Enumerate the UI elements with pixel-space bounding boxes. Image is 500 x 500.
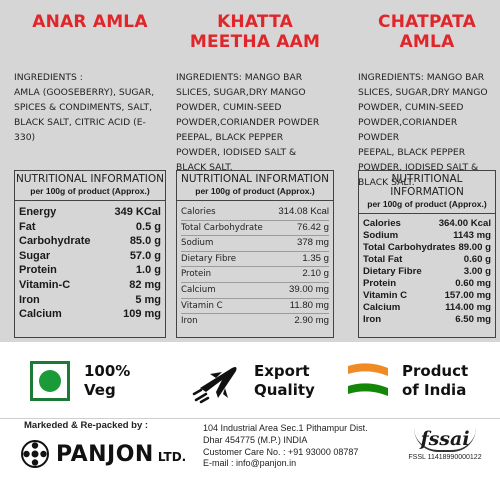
nutrient-value: 89.00 g — [458, 242, 491, 253]
export-quality-badge — [192, 354, 315, 408]
nutrient-name: Iron — [19, 293, 40, 306]
nutrient-name: Carbohydrate — [19, 235, 91, 248]
nutrition-table — [14, 170, 166, 338]
product-of-india-badge — [344, 354, 468, 408]
nutrient-name: Total Carbohydrate — [181, 222, 263, 233]
badge-line: Quality — [254, 381, 315, 399]
nutrient-value: 82 mg — [129, 278, 161, 291]
nutrient-value: 349 KCal — [114, 206, 161, 218]
company-address — [203, 423, 368, 470]
nutrition-row — [363, 266, 491, 278]
fssai-logo: fssai — [414, 428, 475, 452]
nutrient-value: 314.08 Kcal — [278, 206, 329, 217]
ingredients-line: POWDER, IODISED SALT & — [358, 162, 479, 173]
ingredients-text — [14, 70, 166, 145]
indian-flag-icon — [344, 358, 392, 404]
address-line: Customer Care No. : +91 93000 08787 — [203, 446, 359, 457]
nutrient-value: 1.0 g — [135, 264, 161, 277]
nutrient-value: 378 mg — [297, 237, 329, 249]
nutrition-row — [19, 278, 161, 293]
brand-suffix: LTD. — [157, 450, 187, 464]
nutrient-value: 1143 mg — [453, 230, 491, 241]
nutrient-name: Vitamin C — [181, 300, 223, 311]
panjon-logo-icon — [20, 439, 50, 469]
ingredients-line: AMLA (GOOSEBERRY), SUGAR, — [14, 87, 155, 98]
nutrient-name: Calcium — [363, 302, 401, 313]
nutrition-row — [19, 263, 161, 278]
nutrition-row — [181, 314, 329, 329]
title-line: KHATTA — [217, 12, 293, 32]
airplane-icon — [192, 358, 242, 404]
nutrient-name: Protein — [19, 264, 57, 277]
nutrition-row — [19, 293, 161, 308]
nutrition-row — [181, 267, 329, 283]
nutrition-row — [363, 302, 491, 314]
nutrition-row — [363, 230, 491, 242]
nutrient-name: Iron — [363, 314, 382, 325]
nutrient-name: Dietary Fibre — [181, 253, 237, 264]
veg-symbol-icon — [30, 361, 70, 401]
fssai-mark — [400, 428, 490, 461]
ingredients-line: PEEPAL, BLACK PEPPER — [358, 147, 466, 158]
ingredients-line: PEEPAL, BLACK PEPPER — [176, 132, 284, 143]
ingredients-line: POWDER,CORIANDER POWDER — [176, 117, 320, 128]
column-title — [358, 12, 496, 52]
nutrient-name: Calcium — [181, 284, 216, 295]
nutrition-row — [19, 220, 161, 235]
nutrition-row — [181, 236, 329, 252]
nutrition-row — [181, 299, 329, 315]
nutrient-name: Vitamin-C — [19, 278, 71, 291]
nutrient-value: 5 mg — [135, 293, 161, 306]
nutrition-title: NUTRITIONAL INFORMATION — [181, 173, 329, 185]
address-line: E-mail : info@panjon.in — [203, 458, 297, 469]
nutrition-subtitle: per 100g of product (Approx.) — [177, 186, 333, 201]
marketed-by-label: Markeded & Re-packed by : — [24, 420, 149, 431]
panjon-logo — [20, 439, 186, 469]
ingredients-line: SLICES, SUGAR,DRY MANGO — [358, 87, 488, 98]
nutrient-name: Protein — [181, 269, 212, 280]
nutrient-name: Fat — [19, 220, 36, 233]
nutrition-table — [176, 170, 334, 338]
badge-line: Veg — [84, 381, 116, 399]
title-line: MEETHA AAM — [189, 32, 321, 52]
nutrient-value: 364.00 Kcal — [438, 218, 491, 229]
nutrient-value: 114.00 mg — [445, 302, 491, 313]
nutrient-name: Iron — [181, 316, 198, 327]
ingredients-line: BLACK SALT. — [358, 177, 415, 188]
nutrient-value: 157.00 mg — [444, 290, 491, 301]
column-title — [14, 12, 166, 32]
badge-line: of India — [402, 381, 467, 399]
nutrient-value: 6.50 mg — [455, 314, 491, 325]
nutrient-value: 3.00 g — [463, 266, 491, 277]
nutrient-name: Dietary Fibre — [363, 266, 422, 277]
nutrition-row — [19, 307, 161, 322]
nutrient-value: 57.0 g — [129, 249, 161, 262]
nutrient-name: Total Carbohydrates — [363, 242, 456, 253]
anar-amla-column — [14, 0, 166, 342]
nutrient-name: Sodium — [181, 238, 214, 249]
title-line: CHATPATA — [378, 12, 476, 32]
ingredients-line: INGREDIENTS: MANGO BAR — [176, 72, 303, 83]
ingredients-line: BLACK SALT. — [176, 162, 233, 173]
nutrition-row — [19, 205, 161, 220]
nutrient-name: Sodium — [363, 230, 399, 241]
nutrient-name: Vitamin C — [363, 290, 408, 301]
nutrition-row — [19, 249, 161, 264]
nutrient-value: 1.35 g — [302, 252, 329, 264]
ingredients-text — [176, 70, 334, 175]
ingredients-line: POWDER,CORIANDER POWDER — [358, 117, 458, 143]
nutrition-row — [363, 290, 491, 302]
nutrition-row — [181, 221, 329, 237]
ingredients-line: INGREDIENTS: MANGO BAR — [358, 72, 485, 83]
nutrient-value: 2.10 g — [302, 268, 329, 280]
nutrient-value: 11.80 mg — [289, 299, 329, 311]
nutrition-subtitle: per 100g of product (Approx.) — [359, 199, 495, 214]
fssai-license-number: FSSL 11418990000122 — [408, 454, 482, 461]
nutrition-table — [358, 170, 496, 338]
nutrition-title: NUTRITIONAL INFORMATION — [390, 173, 464, 198]
nutrient-value: 76.42 g — [296, 221, 329, 233]
nutrient-name: Energy — [19, 206, 57, 218]
nutrition-row — [363, 218, 491, 230]
nutrition-row — [181, 205, 329, 221]
nutrient-name: Calories — [181, 207, 216, 217]
nutrition-row — [363, 242, 491, 254]
address-line: Dhar 454775 (M.P.) INDIA — [203, 434, 308, 445]
nutrient-name: Calories — [363, 218, 401, 229]
ingredients-line: INGREDIENTS : — [14, 72, 83, 83]
ingredients-line: SLICES, SUGAR,DRY MANGO — [176, 87, 306, 98]
badge-line: 100% — [84, 362, 131, 380]
brand-name: PANJON — [56, 441, 154, 467]
nutrition-title: NUTRITIONAL INFORMATION — [16, 173, 164, 185]
footer-divider — [0, 418, 500, 419]
badge-line: Product — [402, 362, 469, 380]
veg-badge — [30, 354, 130, 408]
nutrient-value: 109 mg — [123, 308, 161, 321]
nutrition-row — [181, 252, 329, 268]
address-line: 104 Industrial Area Sec.1 Pithampur Dist. — [203, 423, 368, 433]
nutrition-subtitle: per 100g of product (Approx.) — [15, 186, 165, 201]
nutrient-value: 0.5 g — [135, 220, 161, 233]
title-line: AMLA — [399, 32, 455, 52]
nutrient-value: 0.60 g — [463, 254, 491, 265]
nutrient-value: 39.00 mg — [288, 283, 329, 295]
nutrient-value: 85.0 g — [129, 235, 161, 248]
ingredients-line: POWDER, IODISED SALT & — [176, 147, 297, 158]
ingredients-line: SPICES & CONDIMENTS, SALT, — [14, 102, 153, 113]
column-title — [176, 12, 334, 52]
nutrient-name: Sugar — [19, 249, 51, 262]
badge-line: Export — [254, 362, 310, 380]
nutrient-name: Protein — [363, 278, 397, 289]
ingredients-line: POWDER, CUMIN-SEED — [176, 102, 282, 113]
nutrient-name: Total Fat — [363, 254, 403, 265]
ingredients-line: POWDER, CUMIN-SEED — [358, 102, 464, 113]
chatpata-amla-column — [358, 0, 496, 342]
khatta-meetha-aam-column — [176, 0, 334, 342]
nutrient-value: 2.90 mg — [294, 315, 329, 327]
nutrition-row — [181, 283, 329, 299]
nutrition-row — [363, 278, 491, 290]
nutrition-row — [363, 314, 491, 326]
title-line: ANAR AMLA — [32, 12, 148, 32]
nutrient-value: 0.60 mg — [455, 278, 491, 289]
nutrition-row — [19, 234, 161, 249]
nutrition-row — [363, 254, 491, 266]
ingredients-line: BLACK SALT, CITRIC ACID (E-330) — [14, 117, 146, 143]
nutrient-name: Calcium — [19, 308, 62, 321]
